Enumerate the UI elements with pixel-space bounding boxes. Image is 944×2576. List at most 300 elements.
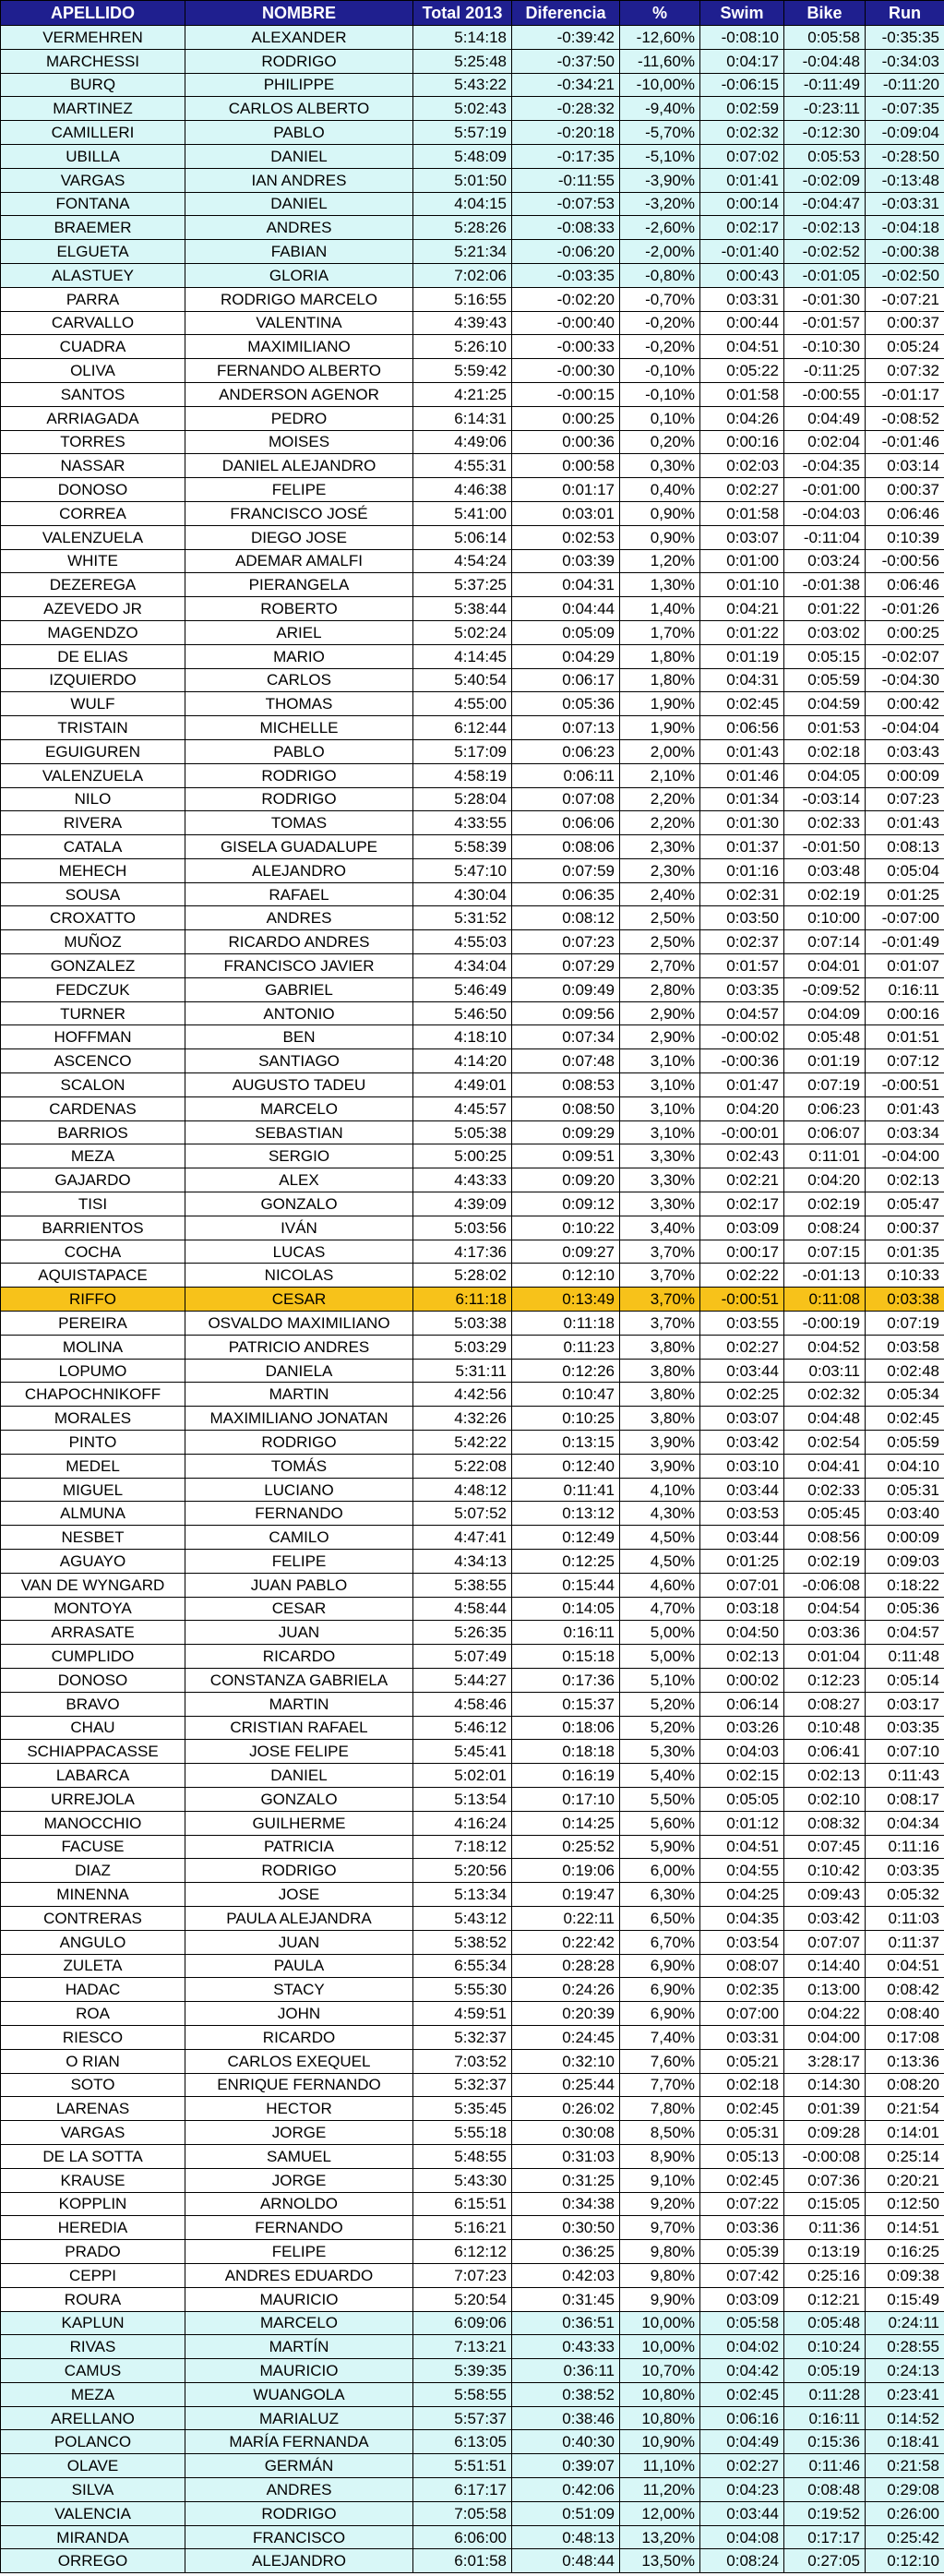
percent-cell: 1,80% (620, 668, 700, 692)
run-cell: 0:15:49 (866, 2287, 944, 2311)
table-row (1, 1120, 944, 1144)
swim-cell: 0:04:20 (700, 1096, 784, 1120)
table-row (1, 906, 944, 930)
nombre-cell: DANIEL ALEJANDRO (185, 454, 413, 478)
swim-cell: 0:00:17 (700, 1240, 784, 1264)
bike-cell: -0:23:11 (784, 97, 866, 121)
apellido-cell: DE ELIAS (1, 644, 185, 668)
table-row (1, 1096, 944, 1120)
diferencia-cell: 0:15:37 (512, 1692, 620, 1716)
total-cell: 5:48:09 (413, 144, 512, 168)
run-cell: 0:16:11 (866, 977, 944, 1001)
bike-cell: 0:02:13 (784, 1764, 866, 1788)
swim-cell: 0:05:05 (700, 1787, 784, 1811)
bike-cell: 0:05:59 (784, 668, 866, 692)
swim-cell: 0:00:44 (700, 311, 784, 335)
swim-cell: 0:05:58 (700, 2311, 784, 2335)
table-row (1, 1811, 944, 1835)
diferencia-cell: 0:13:49 (512, 1288, 620, 1312)
apellido-cell: EGUIGUREN (1, 739, 185, 763)
diferencia-cell: 0:36:25 (512, 2240, 620, 2264)
table-row (1, 2192, 944, 2216)
table-row (1, 525, 944, 549)
diferencia-cell: 0:09:51 (512, 1144, 620, 1168)
run-cell: 0:18:41 (866, 2430, 944, 2454)
nombre-cell: GERMÁN (185, 2454, 413, 2478)
apellido-cell: NASSAR (1, 454, 185, 478)
apellido-cell: POLANCO (1, 2430, 185, 2454)
nombre-cell: TOMAS (185, 811, 413, 835)
diferencia-cell: 0:11:41 (512, 1478, 620, 1502)
total-cell: 4:48:12 (413, 1478, 512, 1502)
swim-cell: 0:05:39 (700, 2240, 784, 2264)
swim-cell: 0:01:58 (700, 501, 784, 525)
table-row (1, 1645, 944, 1669)
run-cell: 0:18:22 (866, 1573, 944, 1597)
table-row (1, 1740, 944, 1764)
diferencia-cell: 0:42:03 (512, 2263, 620, 2287)
header-bike: Bike (784, 1, 866, 26)
total-cell: 5:39:35 (413, 2359, 512, 2383)
bike-cell: -0:12:30 (784, 121, 866, 145)
percent-cell: 1,70% (620, 620, 700, 644)
swim-cell: 0:01:19 (700, 644, 784, 668)
bike-cell: 0:05:19 (784, 2359, 866, 2383)
apellido-cell: MINENNA (1, 1883, 185, 1907)
total-cell: 6:15:51 (413, 2192, 512, 2216)
run-cell: 0:16:25 (866, 2240, 944, 2264)
bike-cell: 0:04:22 (784, 2002, 866, 2026)
diferencia-cell: 0:09:20 (512, 1168, 620, 1192)
bike-cell: 0:07:45 (784, 1835, 866, 1859)
swim-cell: 0:00:43 (700, 263, 784, 287)
bike-cell: 0:08:48 (784, 2478, 866, 2502)
bike-cell: 0:03:24 (784, 549, 866, 573)
table-row (1, 311, 944, 335)
percent-cell: 0,90% (620, 501, 700, 525)
apellido-cell: LARENAS (1, 2097, 185, 2121)
diferencia-cell: 0:22:42 (512, 1930, 620, 1954)
apellido-cell: BRAEMER (1, 216, 185, 240)
swim-cell: 0:01:16 (700, 858, 784, 882)
nombre-cell: FELIPE (185, 1550, 413, 1574)
swim-cell: 0:03:18 (700, 1597, 784, 1621)
percent-cell: 2,50% (620, 906, 700, 930)
apellido-cell: LABARCA (1, 1764, 185, 1788)
run-cell: 0:02:48 (866, 1359, 944, 1383)
nombre-cell: FRANCISCO JOSÉ (185, 501, 413, 525)
swim-cell: 0:02:13 (700, 1645, 784, 1669)
apellido-cell: CONTRERAS (1, 1906, 185, 1930)
percent-cell: 10,00% (620, 2335, 700, 2359)
nombre-cell: CARLOS (185, 668, 413, 692)
percent-cell: 1,90% (620, 716, 700, 740)
total-cell: 5:03:29 (413, 1335, 512, 1359)
swim-cell: 0:01:43 (700, 739, 784, 763)
diferencia-cell: -0:03:35 (512, 263, 620, 287)
percent-cell: 3,40% (620, 1216, 700, 1240)
nombre-cell: CRISTIAN RAFAEL (185, 1716, 413, 1740)
run-cell: -0:04:00 (866, 1144, 944, 1168)
percent-cell: 0,40% (620, 478, 700, 502)
diferencia-cell: 0:30:08 (512, 2121, 620, 2145)
table-row (1, 977, 944, 1001)
table-row (1, 216, 944, 240)
nombre-cell: RICARDO (185, 1645, 413, 1669)
bike-cell: 0:02:10 (784, 1787, 866, 1811)
bike-cell: -0:11:49 (784, 73, 866, 97)
total-cell: 6:11:18 (413, 1288, 512, 1312)
total-cell: 4:58:44 (413, 1597, 512, 1621)
percent-cell: -12,60% (620, 26, 700, 50)
bike-cell: 0:04:52 (784, 1335, 866, 1359)
apellido-cell: MARCHESSI (1, 49, 185, 73)
total-cell: 5:46:50 (413, 1001, 512, 1025)
table-row (1, 2216, 944, 2240)
swim-cell: 0:02:15 (700, 1764, 784, 1788)
bike-cell: 0:01:19 (784, 1049, 866, 1073)
run-cell: -0:00:38 (866, 240, 944, 264)
swim-cell: 0:00:14 (700, 192, 784, 216)
apellido-cell: OLIVA (1, 359, 185, 383)
table-row (1, 620, 944, 644)
total-cell: 5:00:25 (413, 1144, 512, 1168)
apellido-cell: MANOCCHIO (1, 1811, 185, 1835)
percent-cell: 5,40% (620, 1764, 700, 1788)
diferencia-cell: 0:04:44 (512, 597, 620, 621)
apellido-cell: RIESCO (1, 2025, 185, 2049)
bike-cell: 0:04:01 (784, 954, 866, 978)
swim-cell: 0:03:31 (700, 287, 784, 311)
nombre-cell: JUAN (185, 1930, 413, 1954)
bike-cell: 0:02:19 (784, 1550, 866, 1574)
run-cell: 0:05:31 (866, 1478, 944, 1502)
apellido-cell: CATALA (1, 835, 185, 859)
run-cell: 0:08:13 (866, 835, 944, 859)
bike-cell: 0:11:28 (784, 2382, 866, 2406)
apellido-cell: VALENZUELA (1, 525, 185, 549)
apellido-cell: NILO (1, 787, 185, 811)
table-row (1, 1359, 944, 1383)
swim-cell: 0:03:35 (700, 977, 784, 1001)
swim-cell: 0:03:36 (700, 2216, 784, 2240)
nombre-cell: RODRIGO MARCELO (185, 287, 413, 311)
apellido-cell: DEZEREGA (1, 573, 185, 597)
apellido-cell: RIFFO (1, 1288, 185, 1312)
total-cell: 6:12:44 (413, 716, 512, 740)
bike-cell: -0:01:57 (784, 311, 866, 335)
run-cell: 0:08:40 (866, 2002, 944, 2026)
run-cell: 0:06:46 (866, 573, 944, 597)
apellido-cell: ORREGO (1, 2549, 185, 2573)
total-cell: 6:06:00 (413, 2525, 512, 2549)
table-row (1, 168, 944, 192)
run-cell: -0:34:03 (866, 49, 944, 73)
percent-cell: 2,90% (620, 1001, 700, 1025)
diferencia-cell: 0:25:44 (512, 2073, 620, 2097)
bike-cell: 0:08:24 (784, 1216, 866, 1240)
nombre-cell: MAXIMILIANO (185, 335, 413, 359)
percent-cell: 3,10% (620, 1120, 700, 1144)
swim-cell: 0:03:55 (700, 1312, 784, 1336)
diferencia-cell: 0:12:25 (512, 1550, 620, 1574)
table-row (1, 1216, 944, 1240)
percent-cell: 2,40% (620, 882, 700, 906)
total-cell: 5:05:38 (413, 1120, 512, 1144)
nombre-cell: ARIEL (185, 620, 413, 644)
bike-cell: 0:11:36 (784, 2216, 866, 2240)
bike-cell: 3:28:17 (784, 2049, 866, 2073)
header-swim: Swim (700, 1, 784, 26)
diferencia-cell: 0:06:23 (512, 739, 620, 763)
nombre-cell: CARLOS EXEQUEL (185, 2049, 413, 2073)
apellido-cell: BRAVO (1, 1692, 185, 1716)
bike-cell: 0:05:15 (784, 644, 866, 668)
bike-cell: 0:08:27 (784, 1692, 866, 1716)
bike-cell: 0:11:46 (784, 2454, 866, 2478)
swim-cell: 0:04:17 (700, 49, 784, 73)
nombre-cell: RAFAEL (185, 882, 413, 906)
total-cell: 5:43:12 (413, 1906, 512, 1930)
diferencia-cell: -0:00:15 (512, 382, 620, 406)
total-cell: 5:03:56 (413, 1216, 512, 1240)
bike-cell: 0:05:48 (784, 2311, 866, 2335)
percent-cell: 4,30% (620, 1502, 700, 1526)
total-cell: 4:39:43 (413, 311, 512, 335)
apellido-cell: CHAU (1, 1716, 185, 1740)
table-row (1, 2454, 944, 2478)
total-cell: 4:17:36 (413, 1240, 512, 1264)
diferencia-cell: 0:19:47 (512, 1883, 620, 1907)
run-cell: 0:08:42 (866, 1978, 944, 2002)
percent-cell: 6,90% (620, 1978, 700, 2002)
nombre-cell: IAN ANDRES (185, 168, 413, 192)
swim-cell: 0:03:09 (700, 1216, 784, 1240)
table-row (1, 263, 944, 287)
percent-cell: 9,90% (620, 2287, 700, 2311)
percent-cell: -5,10% (620, 144, 700, 168)
nombre-cell: SERGIO (185, 1144, 413, 1168)
swim-cell: 0:04:49 (700, 2430, 784, 2454)
swim-cell: 0:03:44 (700, 1478, 784, 1502)
percent-cell: -0,20% (620, 335, 700, 359)
apellido-cell: AGUAYO (1, 1550, 185, 1574)
run-cell: 0:23:41 (866, 2382, 944, 2406)
apellido-cell: ROURA (1, 2287, 185, 2311)
percent-cell: -9,40% (620, 97, 700, 121)
bike-cell: 0:07:07 (784, 1930, 866, 1954)
apellido-cell: MONTOYA (1, 1597, 185, 1621)
percent-cell: 10,70% (620, 2359, 700, 2383)
run-cell: 0:05:36 (866, 1597, 944, 1621)
bike-cell: 0:08:56 (784, 1526, 866, 1550)
apellido-cell: ELGUETA (1, 240, 185, 264)
swim-cell: 0:05:22 (700, 359, 784, 383)
table-row (1, 2335, 944, 2359)
swim-cell: 0:02:43 (700, 1144, 784, 1168)
diferencia-cell: -0:37:50 (512, 49, 620, 73)
apellido-cell: SOUSA (1, 882, 185, 906)
nombre-cell: ANDRES (185, 2478, 413, 2502)
nombre-cell: FRANCISCO JAVIER (185, 954, 413, 978)
bike-cell: -0:00:08 (784, 2144, 866, 2168)
total-cell: 4:39:09 (413, 1192, 512, 1216)
percent-cell: 2,30% (620, 858, 700, 882)
total-cell: 7:05:58 (413, 2501, 512, 2525)
nombre-cell: IVÁN (185, 1216, 413, 1240)
run-cell: 0:00:25 (866, 620, 944, 644)
diferencia-cell: 0:13:15 (512, 1431, 620, 1455)
apellido-cell: VARGAS (1, 168, 185, 192)
apellido-cell: TRISTAIN (1, 716, 185, 740)
run-cell: -0:04:04 (866, 716, 944, 740)
swim-cell: 0:02:45 (700, 692, 784, 716)
swim-cell: 0:04:08 (700, 2525, 784, 2549)
nombre-cell: AUGUSTO TADEU (185, 1073, 413, 1097)
bike-cell: 0:14:30 (784, 2073, 866, 2097)
run-cell: 0:04:34 (866, 1811, 944, 1835)
percent-cell: 5,30% (620, 1740, 700, 1764)
table-row (1, 811, 944, 835)
bike-cell: 0:11:08 (784, 1288, 866, 1312)
bike-cell: 0:04:00 (784, 2025, 866, 2049)
diferencia-cell: 0:38:52 (512, 2382, 620, 2406)
percent-cell: 3,90% (620, 1454, 700, 1478)
nombre-cell: RODRIGO (185, 2501, 413, 2525)
apellido-cell: CARVALLO (1, 311, 185, 335)
percent-cell: -0,10% (620, 359, 700, 383)
diferencia-cell: 0:00:36 (512, 430, 620, 454)
percent-cell: 3,10% (620, 1049, 700, 1073)
total-cell: 4:34:04 (413, 954, 512, 978)
diferencia-cell: 0:04:29 (512, 644, 620, 668)
diferencia-cell: 0:15:18 (512, 1645, 620, 1669)
swim-cell: 0:01:10 (700, 573, 784, 597)
percent-cell: -0,10% (620, 382, 700, 406)
nombre-cell: FRANCISCO (185, 2525, 413, 2549)
swim-cell: 0:08:24 (700, 2549, 784, 2573)
table-row (1, 2240, 944, 2264)
nombre-cell: GLORIA (185, 263, 413, 287)
apellido-cell: FEDCZUK (1, 977, 185, 1001)
percent-cell: 9,10% (620, 2168, 700, 2192)
bike-cell: -0:10:30 (784, 335, 866, 359)
swim-cell: 0:01:37 (700, 835, 784, 859)
bike-cell: 0:12:23 (784, 1668, 866, 1692)
table-row (1, 121, 944, 145)
bike-cell: 0:05:53 (784, 144, 866, 168)
bike-cell: 0:04:20 (784, 1168, 866, 1192)
percent-cell: 5,50% (620, 1787, 700, 1811)
swim-cell: 0:02:45 (700, 2382, 784, 2406)
swim-cell: 0:02:25 (700, 1383, 784, 1407)
swim-cell: 0:05:31 (700, 2121, 784, 2145)
table-row (1, 73, 944, 97)
table-row (1, 287, 944, 311)
table-row (1, 1049, 944, 1073)
bike-cell: -0:04:03 (784, 501, 866, 525)
bike-cell: 0:05:48 (784, 1025, 866, 1049)
nombre-cell: JUAN (185, 1621, 413, 1645)
diferencia-cell: 0:07:34 (512, 1025, 620, 1049)
apellido-cell: MEDEL (1, 1454, 185, 1478)
table-row (1, 1668, 944, 1692)
total-cell: 4:33:55 (413, 811, 512, 835)
bike-cell: -0:09:52 (784, 977, 866, 1001)
nombre-cell: PIERANGELA (185, 573, 413, 597)
percent-cell: 10,90% (620, 2430, 700, 2454)
swim-cell: -0:00:02 (700, 1025, 784, 1049)
total-cell: 5:14:18 (413, 26, 512, 50)
table-row (1, 644, 944, 668)
run-cell: 0:04:10 (866, 1454, 944, 1478)
bike-cell: -0:01:00 (784, 478, 866, 502)
percent-cell: -10,00% (620, 73, 700, 97)
diferencia-cell: 0:10:47 (512, 1383, 620, 1407)
apellido-cell: O RIAN (1, 2049, 185, 2073)
diferencia-cell: 0:09:12 (512, 1192, 620, 1216)
diferencia-cell: 0:14:25 (512, 1811, 620, 1835)
run-cell: 0:28:55 (866, 2335, 944, 2359)
diferencia-cell: 0:09:27 (512, 1240, 620, 1264)
run-cell: 0:11:43 (866, 1764, 944, 1788)
swim-cell: 0:01:12 (700, 1811, 784, 1835)
total-cell: 5:38:44 (413, 597, 512, 621)
table-row (1, 454, 944, 478)
total-cell: 4:14:20 (413, 1049, 512, 1073)
swim-cell: 0:01:00 (700, 549, 784, 573)
diferencia-cell: 0:07:59 (512, 858, 620, 882)
bike-cell: -0:00:55 (784, 382, 866, 406)
percent-cell: 3,70% (620, 1240, 700, 1264)
nombre-cell: ANTONIO (185, 1001, 413, 1025)
swim-cell: -0:00:51 (700, 1288, 784, 1312)
total-cell: 4:30:04 (413, 882, 512, 906)
table-row (1, 2287, 944, 2311)
run-cell: 0:01:25 (866, 882, 944, 906)
total-cell: 5:48:55 (413, 2144, 512, 2168)
diferencia-cell: 0:12:40 (512, 1454, 620, 1478)
total-cell: 5:51:51 (413, 2454, 512, 2478)
swim-cell: 0:03:26 (700, 1716, 784, 1740)
percent-cell: 6,00% (620, 1859, 700, 1883)
nombre-cell: RODRIGO (185, 787, 413, 811)
apellido-cell: PEREIRA (1, 1312, 185, 1336)
percent-cell: 10,80% (620, 2406, 700, 2430)
run-cell: 0:11:16 (866, 1835, 944, 1859)
percent-cell: 13,20% (620, 2525, 700, 2549)
swim-cell: 0:03:31 (700, 2025, 784, 2049)
run-cell: -0:03:31 (866, 192, 944, 216)
percent-cell: 7,80% (620, 2097, 700, 2121)
diferencia-cell: 0:07:08 (512, 787, 620, 811)
swim-cell: 0:04:26 (700, 406, 784, 430)
table-row (1, 716, 944, 740)
swim-cell: 0:02:03 (700, 454, 784, 478)
diferencia-cell: -0:34:21 (512, 73, 620, 97)
total-cell: 4:55:00 (413, 692, 512, 716)
nombre-cell: MAURICIO (185, 2359, 413, 2383)
diferencia-cell: 0:07:13 (512, 716, 620, 740)
nombre-cell: FERNANDO (185, 1502, 413, 1526)
percent-cell: 6,90% (620, 1954, 700, 1978)
apellido-cell: DIAZ (1, 1859, 185, 1883)
bike-cell: 0:11:01 (784, 1144, 866, 1168)
total-cell: 5:28:04 (413, 787, 512, 811)
nombre-cell: ALEX (185, 1168, 413, 1192)
apellido-cell: COCHA (1, 1240, 185, 1264)
diferencia-cell: -0:08:33 (512, 216, 620, 240)
